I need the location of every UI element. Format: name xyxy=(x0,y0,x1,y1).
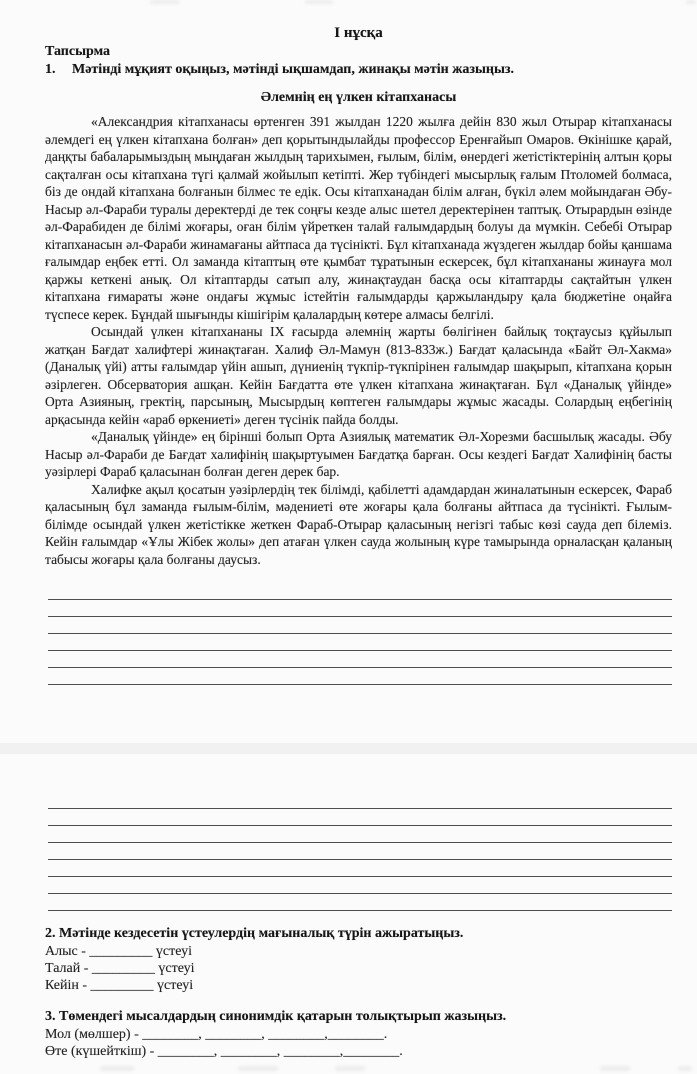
answer-line xyxy=(48,826,672,843)
answer-lines-block-1 xyxy=(48,583,672,685)
task-2-title: 2. Мәтінде кездесетін үстеулердің мағыналық түрін ажыратыңыз. xyxy=(45,926,464,941)
passage-paragraph: «Даналық үйінде» ең бірінші болып Орта Азиялық математик Әл-Хорезми басшылық жасады. Әбу Насыр әл-Фараби де Бағдат халифінің шақыртуымен Бағдатқа барған. Осы кездегі Бағдат Халифінің басты уәзірлері Фараб қаласынан болған деген дерек бар. xyxy=(45,429,672,479)
task-1-text: Мәтінді мұқият оқыңыз, мәтінді ықшамдап, жинақы мәтін жазыңыз. xyxy=(72,62,515,77)
scan-artifact xyxy=(150,0,180,4)
task-1-number: 1. xyxy=(45,62,56,77)
task-section-label: Тапсырма xyxy=(45,44,111,59)
reading-passage-title: Әлемнің ең үлкен кітапханасы xyxy=(260,90,457,105)
passage-paragraph: Осындай үлкен кітапхананы IX ғасырда әлемнің жарты бөлігінен байлық тоқтаусыз құйылып жатқан Бағдат халифтері жинақтаған. Халиф Әл-Мамун (813-833ж.) Бағдат қаласында «Байт Әл-Хакма» (Даналық үйі) атты ғалымдар үйін ашып, дүниенің түкпір-түкпірінен ғалымдар шақырып, кітапхана қорын әзірлеген. Обсерватория ашқан. Кейін Бағдатта өте үлкен кітапхана жинақтаған. Бұл «Даналық үйінде» Орта Азияның, гректің, парсының, Мысырдың көптеген ғалымдары жұмыс жасады. Солардың еңбегінің арқасында кейін «араб өркениеті» деген түсінік пайда болды. xyxy=(45,324,672,427)
scan-artifact xyxy=(238,1066,278,1071)
answer-line xyxy=(48,877,672,894)
passage-paragraph: Халифке ақыл қосатын уәзірлердің тек білімді, қабілетті адамдардан жиналатынын ескерсек, Фараб қаласының бұл заманда ғылым-білім, мәдениеті өте жоғары қала болғаны айтпаса да түсінікті. Ғылым-білімде осындай үлкен жетістікке жеткен Фараб-Отырар қаласының негізгі табыс көзі сауда деп білеміз. Кейін ғалымдар «Ұлы Жібек жолы» деп атаған үлкен сауда жолының күре тамырында орналасқан қаланың табысы жоғары қала болғаны даусыз. xyxy=(45,481,672,567)
answer-line xyxy=(48,843,672,860)
task-2-item: Талай - _________ үстеуі xyxy=(45,961,195,976)
passage-paragraph: «Александрия кітапханасы өртенген 391 жылдан 1220 жылға дейін 830 жыл Отырар кітапханасы әлемдегі ең үлкен кітапхана болған» деп қорытындылайды профессор Еренғайып Омаров. Өкінішке қарай, даңқты бабаларымыздың мыңдаған жылдың тарихымен, ғылым, білім, өнердегі жетістіктерінің алтын қоры сақталған осы кітапхана түгі қалмай жойылып кетіпті. Жер түбіндегі мысырлық ғалым Птоломей болмаса, біз де ондай кітапхана болғанын білмес те едік. Осы кітапханадан білім алған, бүкіл әлем мойындаған Әбу-Насыр әл-Фараби туралы деректерді де тек соңғы кезде алыс шетел деректерінен таптық. Отырардын өзінде әл-Фарабиден де білімі жоғары, оған білім үйреткен талай ғалымдардың болуы да мүмкін. Себебі Отырар кітапханасын әл-Фараби жинамағаны айтпаса да түсінікті. Бұл кітапханада жүздеген жылдар бойы қаншама ғалымдар еңбек етті. Ол заманда кітаптың өте қымбат тұратынын ескерсек, бұл кітапхананы жинауға мол қаржы кеткені анық. Ол кітаптарды сатып алу, жинақтаудан басқа осы кітаптарды сақтайтын үлкен кітапхана ғимараты және ондағы жұмыс істейтін ғалымдарды қаржыландыру қала бюджетіне оңайға түспесе керек. Бұндай шығынды кішігірім қалалардың көтере алмасы белгілі. xyxy=(45,114,672,322)
reading-passage xyxy=(45,113,672,581)
task-3-item: Мол (мөлшер) - ________, ________, ________,________. xyxy=(45,1027,388,1042)
answer-line xyxy=(48,583,672,600)
answer-line xyxy=(48,651,672,668)
task-2-item: Алыс - _________ үстеуі xyxy=(45,944,192,959)
answer-line xyxy=(48,600,672,617)
page-break-band xyxy=(0,743,697,754)
variant-title: І нұсқа xyxy=(334,25,383,41)
answer-line xyxy=(48,668,672,685)
scan-artifact xyxy=(600,1066,630,1071)
task-3-title: 3. Төмендегі мысалдардың синонимдік қатарын толықтырып жазыңыз. xyxy=(45,1009,507,1024)
answer-line xyxy=(48,860,672,877)
scan-artifact xyxy=(100,1066,134,1071)
answer-line xyxy=(48,894,672,911)
answer-lines-block-2 xyxy=(48,792,672,911)
scan-artifact xyxy=(678,1066,692,1071)
task-3-item: Өте (күшейткіш) - ________, ________, ________,________. xyxy=(45,1044,403,1059)
answer-line xyxy=(48,617,672,634)
task-1-instruction xyxy=(45,61,672,79)
scan-artifact xyxy=(305,0,333,4)
scan-artifact xyxy=(686,0,696,4)
answer-line xyxy=(48,809,672,826)
answer-line xyxy=(48,634,672,651)
task-2-item: Кейін - _________ үстеуі xyxy=(45,978,194,993)
answer-line xyxy=(48,792,672,809)
scan-artifact xyxy=(335,1066,365,1071)
